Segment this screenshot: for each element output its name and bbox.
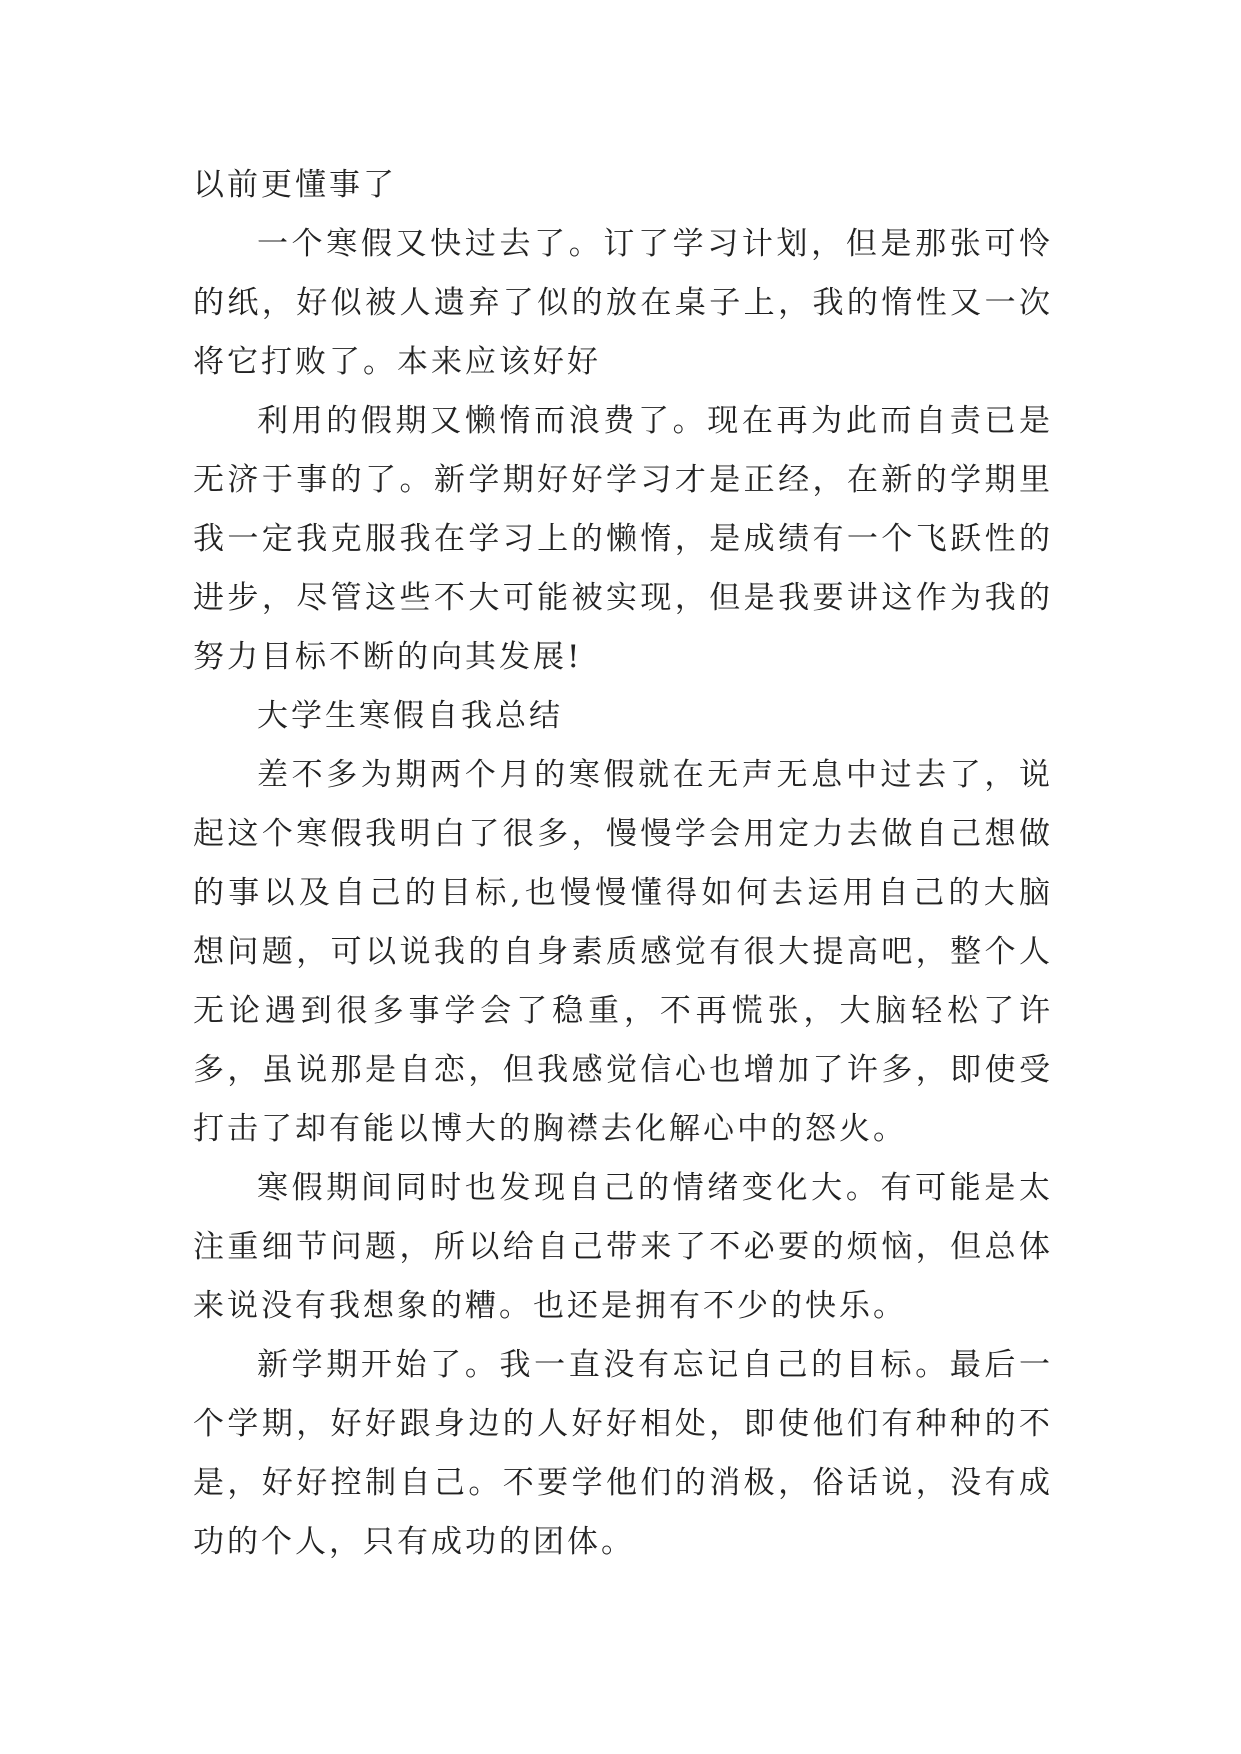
- paragraph-1: 以前更懂事了: [193, 167, 397, 203]
- paragraph-2: 一个寒假又快过去了。订了学习计划，但是那张可怜的纸，好似被人遗弃了似的放在桌子上，我的惰性又一次将它打败了。本来应该好好: [193, 226, 1053, 380]
- document-body: [193, 156, 1053, 1572]
- paragraph-6: 寒假期间同时也发现自己的情绪变化大。有可能是太注重细节问题，所以给自己带来了不必要的烦恼，但总体来说没有我想象的糟。也还是拥有不少的快乐。: [193, 1170, 1053, 1324]
- section-heading: 大学生寒假自我总结: [257, 698, 563, 734]
- paragraph-3: 利用的假期又懒惰而浪费了。现在再为此而自责已是无济于事的了。新学期好好学习才是正经，在新的学期里我一定我克服我在学习上的懒惰，是成绩有一个飞跃性的进步，尽管这些不大可能被实现，但是我要讲这作为我的努力目标不断的向其发展!: [193, 403, 1053, 675]
- paragraph-5: 差不多为期两个月的寒假就在无声无息中过去了，说起这个寒假我明白了很多，慢慢学会用定力去做自己想做的事以及自己的目标,也慢慢懂得如何去运用自己的大脑想问题，可以说我的自身素质感觉有很大提高吧，整个人无论遇到很多事学会了稳重，不再慌张，大脑轻松了许多，虽说那是自恋，但我感觉信心也增加了许多，即使受打击了却有能以博大的胸襟去化解心中的怒火。: [193, 757, 1053, 1147]
- paragraph-7: 新学期开始了。我一直没有忘记自己的目标。最后一个学期，好好跟身边的人好好相处，即使他们有种种的不是，好好控制自己。不要学他们的消极，俗话说，没有成功的个人，只有成功的团体。: [193, 1347, 1053, 1560]
